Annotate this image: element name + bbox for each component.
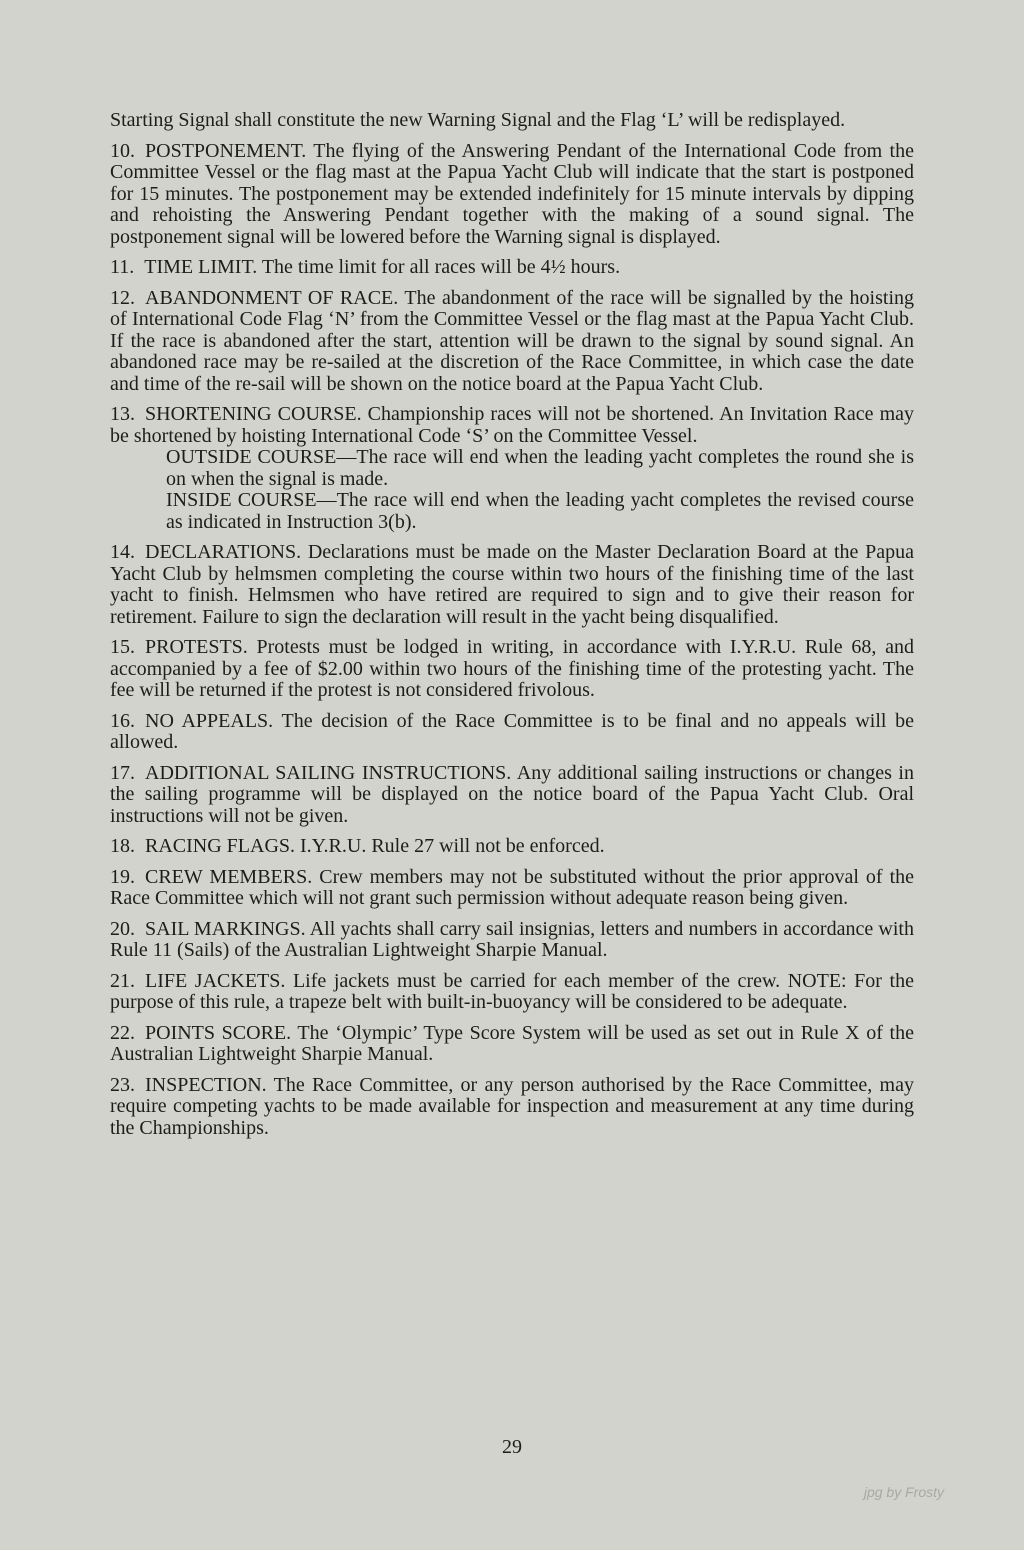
item-text: CREW MEMBERS. Crew members may not be substituted without the prior approval of the Race Committee which will not grant such permission without adequate reason being given.: [110, 865, 914, 909]
item-13: [110, 404, 914, 447]
item-number: 14.: [110, 541, 135, 563]
item-text: DECLARATIONS. Declarations must be made on the Master Declaration Board at the Papua Yacht Club by helmsmen completing the course within two hours of the finishing time of the last yacht to finish. Helmsmen who have retired are required to sign and to give their reason for retirement. Failure to sign the declaration will result in the yacht being disqualified.: [110, 541, 914, 628]
item-18: [110, 836, 914, 858]
item-number: 17.: [110, 761, 135, 784]
item-10: [110, 141, 914, 249]
item-14: [110, 542, 914, 628]
item-text: SAIL MARKINGS. All yachts shall carry sail insignias, letters and numbers in accordance with Rule 11 (Sails) of the Australian Lightweight Sharpie Manual.: [110, 917, 914, 961]
item-number: 10.: [110, 139, 135, 162]
item-16: [110, 711, 914, 754]
item-number: 20.: [110, 917, 135, 940]
item-12: [110, 288, 914, 396]
intro-paragraph: Starting Signal shall constitute the new Warning Signal and the Flag ‘L’ will be redisplayed.: [110, 109, 846, 131]
item-text: ADDITIONAL SAILING INSTRUCTIONS. Any additional sailing instructions or changes in the sailing programme will be displayed on the notice board of the Papua Yacht Club. Oral instructions will not be given.: [110, 761, 914, 827]
item-text: TIME LIMIT. The time limit for all races will be 4½ hours.: [144, 256, 621, 278]
document-body: [110, 110, 914, 1148]
item-number: 15.: [110, 636, 135, 658]
item-20: [110, 919, 914, 962]
item-19: [110, 867, 914, 910]
item-17: [110, 763, 914, 828]
watermark: jpg by Frosty: [863, 1484, 944, 1500]
item-text: PROTESTS. Protests must be lodged in writing, in accordance with I.Y.R.U. Rule 68, and accompanied by a fee of $2.00 within two hours of the finishing time of the protesting yacht. The fee will be returned if the protest is not considered frivolous.: [110, 636, 914, 701]
item-number: 23.: [110, 1073, 135, 1096]
item-number: 18.: [110, 835, 135, 857]
sub-item-inside-course: INSIDE COURSE—The race will end when the leading yacht completes the revised course as indicated in Instruction 3(b).: [166, 489, 914, 533]
item-number: 21.: [110, 969, 135, 992]
item-text: RACING FLAGS. I.Y.R.U. Rule 27 will not be enforced.: [145, 835, 605, 857]
item-number: 19.: [110, 865, 135, 888]
item-text: NO APPEALS. The decision of the Race Committee is to be final and no appeals will be allowed.: [110, 709, 914, 753]
item-22: [110, 1023, 914, 1066]
item-23: [110, 1075, 914, 1140]
sub-item-outside-course: OUTSIDE COURSE—The race will end when the leading yacht completes the round she is on when the signal is made.: [166, 446, 914, 490]
item-number: 22.: [110, 1021, 135, 1044]
item-21: [110, 971, 914, 1014]
item-number: 16.: [110, 709, 135, 732]
item-11: [110, 257, 914, 279]
item-text: INSPECTION. The Race Committee, or any person authorised by the Race Committee, may require competing yachts to be made available for inspection and measurement at any time during the Championships.: [110, 1073, 914, 1139]
item-number: 11.: [110, 256, 135, 278]
item-text: POSTPONEMENT. The flying of the Answering Pendant of the International Code from the Committee Vessel or the flag mast at the Papua Yacht Club will indicate that the start is postponed for 15 minutes. The postponement may be extended indefinitely for 15 minute intervals by dipping and rehoisting the Answering Pendant together with the making of a sound signal. The postponement signal will be lowered before the Warning signal is displayed.: [110, 139, 914, 248]
item-number: 12.: [110, 286, 135, 309]
item-text: LIFE JACKETS. Life jackets must be carried for each member of the crew. NOTE: For the purpose of this rule, a trapeze belt with built-in-buoyancy will be considered to be adequate.: [110, 969, 914, 1013]
item-text: SHORTENING COURSE. Championship races will not be shortened. An Invitation Race may be shortened by hoisting International Code ‘S’ on the Committee Vessel.: [110, 403, 914, 447]
item-number: 13.: [110, 403, 135, 425]
item-15: [110, 637, 914, 702]
item-13-block: [110, 404, 914, 533]
item-text: POINTS SCORE. The ‘Olympic’ Type Score System will be used as set out in Rule X of the Australian Lightweight Sharpie Manual.: [110, 1021, 914, 1065]
item-text: ABANDONMENT OF RACE. The abandonment of the race will be signalled by the hoisting of International Code Flag ‘N’ from the Committee Vessel or the flag mast at the Papua Yacht Club. If the race is abandoned after the start, attention will be drawn to the signal by sound signal. An abandoned race may be re-sailed at the discretion of the Race Committee, in which case the date and time of the re-sail will be shown on the notice board at the Papua Yacht Club.: [110, 286, 914, 395]
page-number: 29: [502, 1436, 522, 1458]
